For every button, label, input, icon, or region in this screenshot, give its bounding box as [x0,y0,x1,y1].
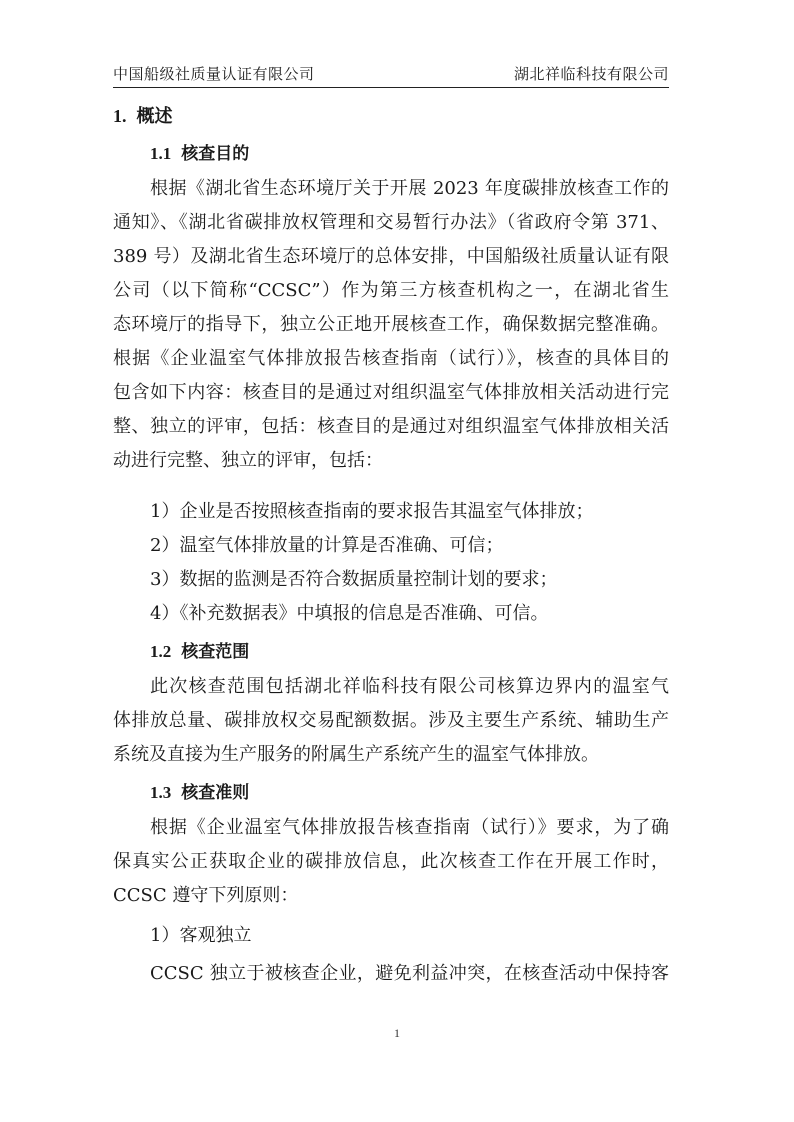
paragraph-line: 整、独立的评审，包括：核查目的是通过对组织温室气体排放相关活 [113,416,669,437]
header-company-name: 湖北祥临科技有限公司 [513,65,669,83]
paragraph-line: 体排放总量、碳排放权交易配额数据。涉及主要生产系统、辅助生产 [113,710,669,731]
paragraph-line: 此次核查范围包括湖北祥临科技有限公司核算边界内的温室气 [150,676,669,697]
subsection-title: 核查准则 [181,783,250,803]
paragraph-line: 通知》、《湖北省碳排放权管理和交易暂行办法》（省政府令第 371、 [113,212,669,233]
paragraph-line: 根据《企业温室气体排放报告核查指南（试行）》要求，为了确 [150,817,669,838]
paragraph-line: 保真实公正获取企业的碳排放信息，此次核查工作在开展工作时， [113,851,669,872]
page-header [113,64,669,86]
list-item: 3）数据的监测是否符合数据质量控制计划的要求； [150,569,558,590]
subsection-number: 1.2 [150,642,172,661]
list-item: 2）温室气体排放量的计算是否准确、可信； [150,535,504,556]
paragraph-line: 根据《湖北省生态环境厅关于开展 2023 年度碳排放核查工作的 [150,178,669,199]
header-certifier-name: 中国船级社质量认证有限公司 [113,65,315,83]
section-number: 1. [113,106,127,126]
section-title: 概述 [136,106,173,127]
page-number: 1 [394,1026,400,1040]
paragraph-line: 根据《企业温室气体排放报告核查指南（试行）》，核查的具体目的 [113,348,669,369]
paragraph-line: CCSC 独立于被核查企业，避免利益冲突，在核查活动中保持客 [150,963,669,984]
subsection-heading-1-2 [150,640,249,664]
subsection-number: 1.3 [150,783,172,802]
subsection-number: 1.1 [150,144,172,163]
paragraph-line: CCSC 遵守下列原则： [113,885,299,906]
paragraph-line: 389 号）及湖北省生态环境厅的总体安排，中国船级社质量认证有限 [113,246,669,267]
paragraph-line: 动进行完整、独立的评审，包括： [113,450,383,471]
list-item: 1）客观独立 [150,925,252,946]
subsection-title: 核查目的 [181,144,250,164]
section-heading-1 [113,104,173,128]
paragraph-line: 态环境厅的指导下，独立公正地开展核查工作，确保数据完整准确。 [113,314,669,335]
subsection-heading-1-1 [150,142,249,166]
list-item: 4）《补充数据表》中填报的信息是否准确、可信。 [150,603,549,624]
paragraph-line: 系统及直接为生产服务的附属生产系统产生的温室气体排放。 [113,744,599,765]
subsection-title: 核查范围 [181,642,250,662]
header-divider [113,87,669,88]
list-item: 1）企业是否按照核查指南的要求报告其温室气体排放； [150,501,594,522]
subsection-heading-1-3 [150,781,249,805]
paragraph-line: 包含如下内容：核查目的是通过对组织温室气体排放相关活动进行完 [113,382,669,403]
paragraph-line: 公司（以下简称“CCSC”）作为第三方核查机构之一，在湖北省生 [113,280,669,301]
